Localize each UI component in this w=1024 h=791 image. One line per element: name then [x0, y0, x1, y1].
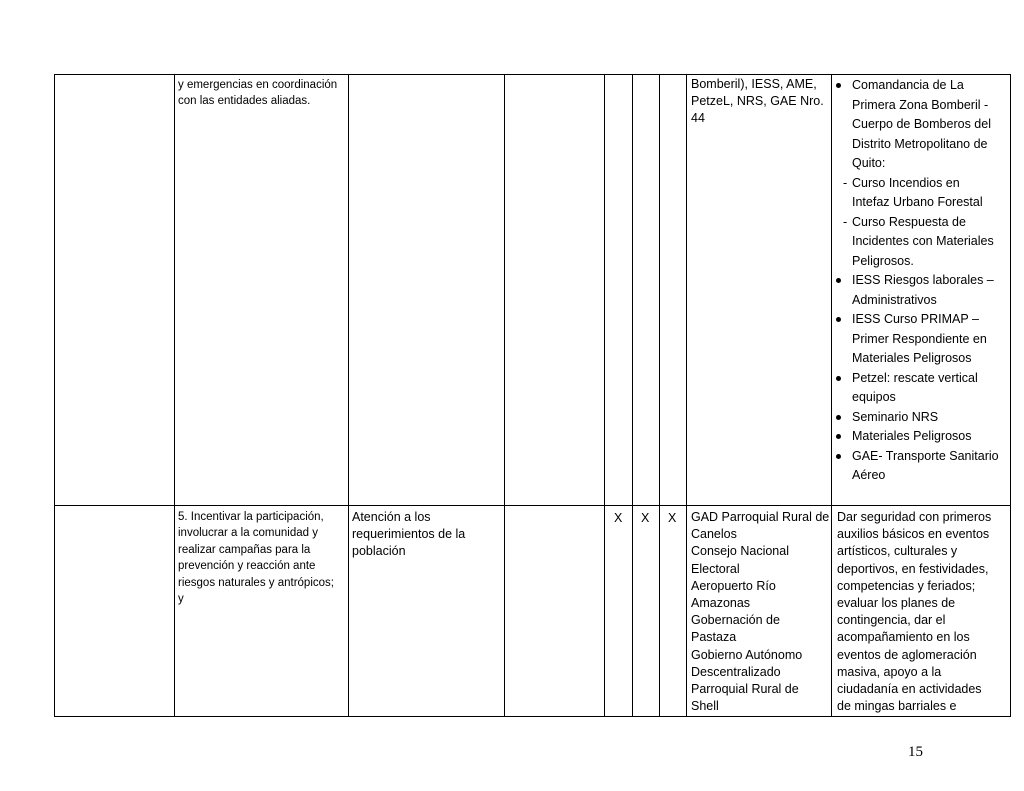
column-divider — [632, 74, 633, 717]
table-border-bottom — [54, 716, 1011, 717]
schedule-mark: X — [641, 511, 650, 525]
text-line: Canelos — [691, 527, 737, 542]
text-line: Cuerpo de Bomberos del — [852, 117, 991, 131]
training-bullet-item — [834, 271, 1014, 310]
text-line: Curso Incendios en — [852, 175, 960, 190]
text-line: Consejo Nacional — [691, 544, 789, 559]
text-line: Atención a los — [352, 510, 431, 524]
text-line: Curso Respuesta de — [852, 214, 966, 229]
row1-training-list — [834, 76, 1014, 486]
text-line: población — [352, 544, 406, 559]
text-line: competencias y feriados; — [837, 578, 976, 593]
bullet-icon — [836, 454, 841, 459]
text-line: eventos de aglomeración — [837, 647, 977, 662]
row2-description-cell — [837, 509, 991, 715]
text-line: Aeropuerto Río — [691, 578, 776, 593]
text-line: Descentralizado — [691, 664, 781, 679]
column-divider — [348, 74, 349, 717]
schedule-mark: X — [668, 511, 677, 525]
row1-objective-cell — [178, 77, 337, 110]
text-line: de mingas barriales e — [837, 699, 957, 714]
schedule-mark: X — [614, 511, 623, 525]
text-line: Administrativos — [852, 292, 937, 307]
column-divider — [604, 74, 605, 717]
text-line: GAD Parroquial Rural de — [691, 510, 830, 524]
text-line: y emergencias en coordinación — [178, 79, 338, 91]
text-line: IESS Riesgos laborales – — [852, 273, 994, 287]
column-divider — [659, 74, 660, 717]
text-line: Seminario NRS — [852, 409, 939, 424]
text-line: GAE- Transporte Sanitario — [852, 448, 999, 463]
text-line: deportivos, en festividades, — [837, 561, 989, 576]
column-divider — [504, 74, 505, 717]
text-line: evaluar los planes de — [837, 596, 956, 611]
text-line: Gobierno Autónomo — [691, 647, 803, 662]
text-line: Comandancia de La — [852, 78, 964, 92]
text-line: artísticos, culturales y — [837, 544, 958, 559]
text-line: y — [178, 593, 184, 606]
text-line: Gobernación de — [691, 613, 780, 628]
text-line: Dar seguridad con primeros — [837, 510, 992, 524]
text-line: auxilios básicos en eventos — [837, 527, 990, 542]
training-dash-item — [834, 213, 1014, 272]
text-line: 5. Incentivar la participación, — [178, 511, 324, 523]
row2-activity-cell — [352, 509, 465, 561]
text-line: Aéreo — [852, 468, 886, 482]
text-line: Materiales Peligrosos — [852, 429, 972, 443]
text-line: Quito: — [852, 156, 886, 170]
training-bullet-item — [834, 310, 1014, 369]
text-line: involucrar a la comunidad y — [178, 527, 318, 540]
text-line: Intefaz Urbano Forestal — [852, 195, 983, 209]
training-dash-item — [834, 174, 1014, 213]
text-line: Bomberil), IESS, AME, — [691, 77, 817, 91]
text-line: masiva, apoyo a la — [837, 664, 942, 679]
training-bullet-item — [834, 447, 1014, 486]
text-line: riesgos naturales y antrópicos; — [178, 576, 334, 589]
text-line: Materiales Peligrosos — [852, 351, 972, 365]
text-line: 44 — [691, 111, 705, 126]
row2-objective-cell — [178, 509, 334, 607]
table-border-top — [54, 74, 1011, 75]
bullet-icon — [836, 83, 841, 88]
row1-entities-cell — [691, 76, 824, 128]
training-bullet-item — [834, 76, 1014, 174]
text-line: acompañamiento en los — [837, 630, 970, 645]
column-divider — [831, 74, 832, 717]
bullet-icon — [836, 278, 841, 283]
text-line: requerimientos de la — [352, 527, 466, 542]
text-line: Peligrosos. — [852, 253, 914, 268]
table-border-left — [54, 74, 55, 717]
text-line: Amazonas — [691, 596, 751, 611]
text-line: ciudadanía en actividades — [837, 682, 982, 697]
text-line: Distrito Metropolitano de — [852, 136, 988, 151]
column-divider — [174, 74, 175, 717]
text-line: Parroquial Rural de — [691, 682, 799, 697]
text-line: Petzel: rescate vertical — [852, 370, 978, 385]
text-line: Incidentes con Materiales — [852, 234, 994, 248]
dash-icon: - — [843, 175, 848, 190]
text-line: Shell — [691, 699, 719, 714]
text-line: Pastaza — [691, 630, 737, 645]
text-line: IESS Curso PRIMAP – — [852, 312, 979, 326]
row2-entities-cell — [691, 509, 829, 715]
bullet-icon — [836, 376, 841, 381]
training-bullet-item — [834, 408, 1014, 428]
bullet-icon — [836, 434, 841, 439]
training-bullet-item — [834, 369, 1014, 408]
dash-icon: - — [843, 214, 848, 229]
page-number: 15 — [908, 744, 923, 760]
text-line: PetzeL, NRS, GAE Nro. — [691, 94, 824, 109]
column-divider — [686, 74, 687, 717]
text-line: contingencia, dar el — [837, 613, 946, 628]
text-line: prevención y reacción ante — [178, 560, 316, 573]
row-divider — [54, 505, 1011, 506]
text-line: Primer Respondiente en — [852, 331, 987, 346]
text-line: equipos — [852, 390, 896, 404]
bullet-icon — [836, 415, 841, 420]
training-bullet-item — [834, 427, 1014, 447]
text-line: realizar campañas para la — [178, 543, 311, 556]
text-line: Primera Zona Bomberil - — [852, 97, 989, 112]
text-line: Electoral — [691, 561, 740, 576]
bullet-icon — [836, 317, 841, 322]
text-line: con las entidades aliadas. — [178, 95, 311, 108]
